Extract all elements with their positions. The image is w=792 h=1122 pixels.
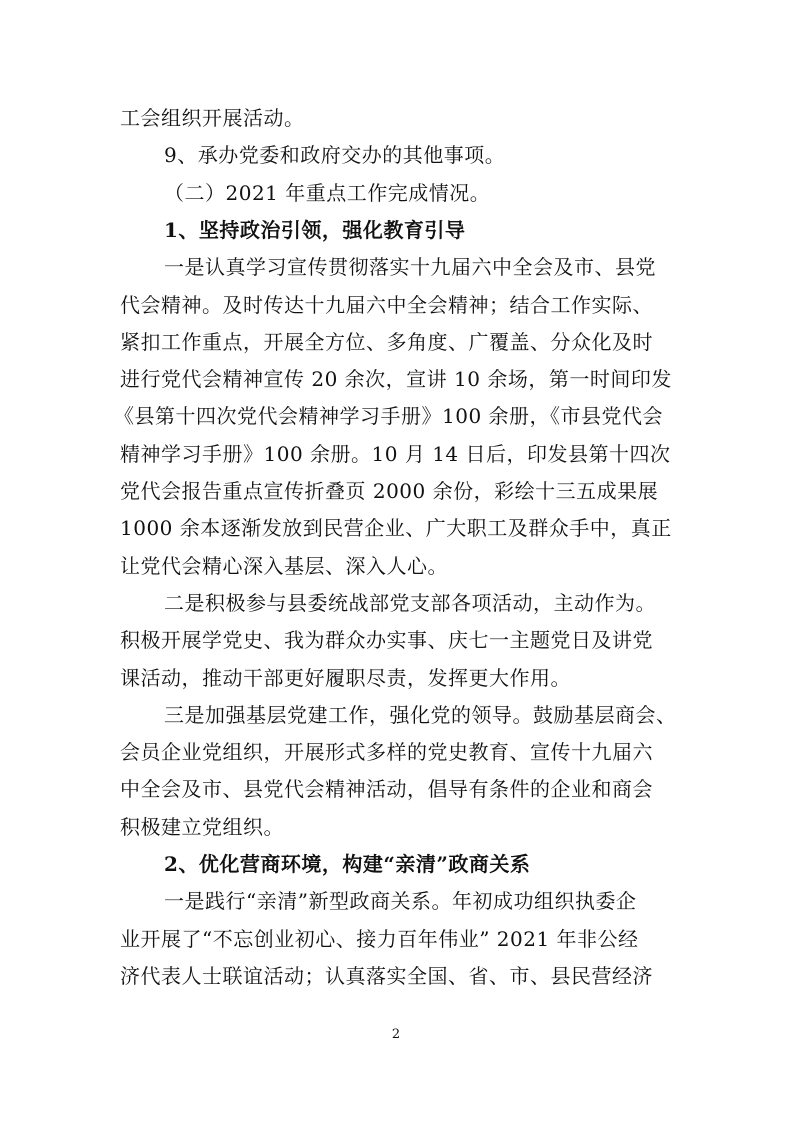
- text-line-1: 工会组织开展活动。: [120, 106, 305, 130]
- text-line-12: 1000 余本逐渐发放到民营企业、广大职工及群众手中，真正: [120, 516, 672, 540]
- text-line-2: 9、承办党委和政府交办的其他事项。: [164, 143, 506, 167]
- text-line-9: 《县第十四次党代会精神学习手册》100 余册，《市县党代会: [114, 404, 664, 428]
- subheading-1: 1、坚持政治引领，强化教育引导: [164, 218, 466, 242]
- text-line-22: 一是践行“亲清”新型政商关系。年初成功组织执委企: [164, 889, 637, 913]
- text-line-10: 精神学习手册》100 余册。10 月 14 日后，印发县第十四次: [120, 442, 671, 466]
- text-line-24: 济代表人士联谊活动；认真落实全国、省、市、县民营经济: [120, 964, 653, 988]
- text-line-19: 中全会及市、县党代会精神活动，倡导有条件的企业和商会: [120, 777, 653, 801]
- text-line-11: 党代会报告重点宣传折叠页 2000 余份，彩绘十三五成果展: [120, 479, 659, 503]
- text-line-15: 积极开展学党史、我为群众办实事、庆七一主题党日及讲党: [120, 628, 653, 652]
- text-line-5: 一是认真学习宣传贯彻落实十九届六中全会及市、县党: [164, 255, 656, 279]
- section-heading: （二）2021 年重点工作完成情况。: [164, 181, 491, 205]
- text-line-13: 让党代会精心深入基层、深入人心。: [120, 554, 448, 578]
- text-line-20: 积极建立党组织。: [120, 815, 284, 839]
- text-line-7: 紧扣工作重点，开展全方位、多角度、广覆盖、分众化及时: [120, 330, 653, 354]
- text-line-8: 进行党代会精神宣传 20 余次，宣讲 10 余场，第一时间印发: [120, 367, 672, 391]
- text-line-14: 二是积极参与县委统战部党支部各项活动，主动作为。: [164, 591, 656, 615]
- text-line-6: 代会精神。及时传达十九届六中全会精神；结合工作实际、: [120, 293, 653, 317]
- text-line-17: 三是加强基层党建工作，强化党的领导。鼓励基层商会、: [164, 703, 677, 727]
- subheading-2: 2、优化营商环境，构建“亲清”政商关系: [164, 852, 531, 876]
- page-number: 2: [391, 1027, 401, 1042]
- text-line-23: 业开展了“不忘创业初心、接力百年伟业” 2021 年非公经: [120, 927, 639, 951]
- text-line-18: 会员企业党组织，开展形式多样的党史教育、宣传十九届六: [120, 740, 653, 764]
- text-line-16: 课活动，推动干部更好履职尽责，发挥更大作用。: [120, 666, 571, 690]
